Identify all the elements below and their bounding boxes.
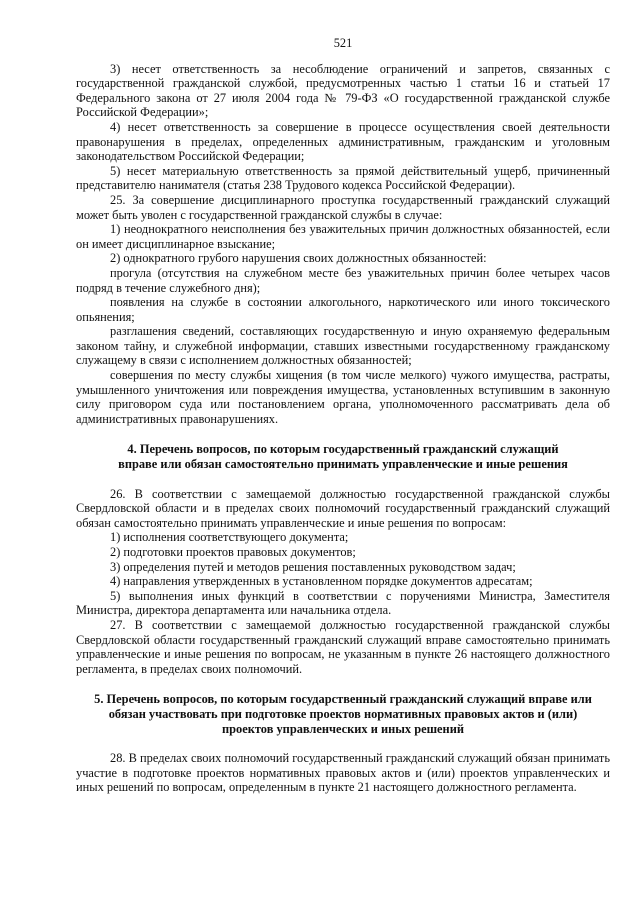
section-5-heading xyxy=(76,692,610,736)
paragraph-item-4: 4) несет ответственность за совершение в процессе осуществления своей деятельности правонарушения в пределах, определенных административным, гражданским и уголовным законодательством Российской Федерации; xyxy=(76,119,610,164)
paragraph-26-item-5: 5) выполнения иных функций в соответствии с поручениями Министра, Заместителя Министра, директора департамента или начальника отдела. xyxy=(76,588,610,618)
paragraph-26-item-4: 4) направления утвержденных в установленном порядке документов адресатам; xyxy=(110,574,533,589)
paragraph-intoxication: появления на службе в состоянии алкогольного, наркотического или иного токсического опьянения; xyxy=(76,295,610,324)
section-5-heading-line-2: обязан участвовать при подготовке проектов нормативных правовых актов и (или) xyxy=(108,706,578,721)
section-4-heading-line-2: вправе или обязан самостоятельно принимать управленческие и иные решения xyxy=(118,457,568,472)
document-page xyxy=(76,36,610,795)
paragraph-26: 26. В соответствии с замещаемой должностью государственной гражданской службы Свердловской области и в пределах своих полномочий государственный гражданский служащий обязан самостоятельно принимать управленческие и иные решения по вопросам: xyxy=(76,486,610,530)
paragraph-26-item-3: 3) определения путей и методов решения поставленных руководством задач; xyxy=(110,559,516,574)
paragraph-absence: прогула (отсутствия на служебном месте без уважительных причин более четырех часов подряд в течение служебного дня); xyxy=(76,265,610,295)
paragraph-26-item-2: 2) подготовки проектов правовых документов; xyxy=(110,545,356,559)
page-number: 521 xyxy=(333,36,353,50)
paragraph-disclosure: разглашения сведений, составляющих государственную и иную охраняемую федеральным законом тайну, и служебной информации, ставших известными государственному гражданскому служащему в связи с исполнением должностных обязанностей; xyxy=(76,324,610,368)
paragraph-27: 27. В соответствии с замещаемой должностью государственной гражданской службы Свердловской области государственный гражданский служащий вправе самостоятельно принимать управленческие и иные решения по вопросам, не указанным в пункте 26 настоящего должностного регламента, в пределах своих полномочий. xyxy=(76,617,610,676)
paragraph-25-item-2: 2) однократного грубого нарушения своих должностных обязанностей: xyxy=(110,251,487,266)
paragraph-25: 25. За совершение дисциплинарного проступка государственный гражданский служащий может быть уволен с государственной гражданской службы в случае: xyxy=(76,192,610,222)
paragraph-item-5: 5) несет материальную ответственность за прямой действительный ущерб, причиненный представителю нанимателя (статья 238 Трудового кодекса Российской Федерации). xyxy=(76,163,610,193)
paragraph-item-3: 3) несет ответственность за несоблюдение ограничений и запретов, связанных с государственной гражданской службой, предусмотренных частью 1 статьи 16 и статьей 17 Федерального закона от 27 июля 2004 года № 79-ФЗ «О государственной гражданской службе Российской Федерации»; xyxy=(76,61,610,120)
section-4-heading xyxy=(76,442,610,471)
section-5-heading-line-3: проектов управленческих и иных решений xyxy=(222,721,464,736)
paragraph-28: 28. В пределах своих полномочий государственный гражданский служащий обязан принимать участие в подготовке проектов нормативных правовых актов и (или) проектов управленческих и иных решений по вопросам, определенным в пункте 21 настоящего должностного регламента. xyxy=(76,751,610,795)
paragraph-25-item-1: 1) неоднократного неисполнения без уважительных причин должностных обязанностей, если он имеет дисциплинарное взыскание; xyxy=(76,222,610,251)
section-4-heading-line-1: 4. Перечень вопросов, по которым государственный гражданский служащий xyxy=(127,442,559,457)
section-5-heading-line-1: 5. Перечень вопросов, по которым государственный гражданский служащий вправе или xyxy=(94,692,592,707)
paragraph-theft: совершения по месту службы хищения (в том числе мелкого) чужого имущества, растраты, умышленного уничтожения или повреждения имущества, установленных вступившим в законную силу приговором суда или постановлением органа, уполномоченного рассматривать дела об административных правонарушениях. xyxy=(76,368,610,426)
paragraph-26-item-1: 1) исполнения соответствующего документа; xyxy=(110,530,349,545)
